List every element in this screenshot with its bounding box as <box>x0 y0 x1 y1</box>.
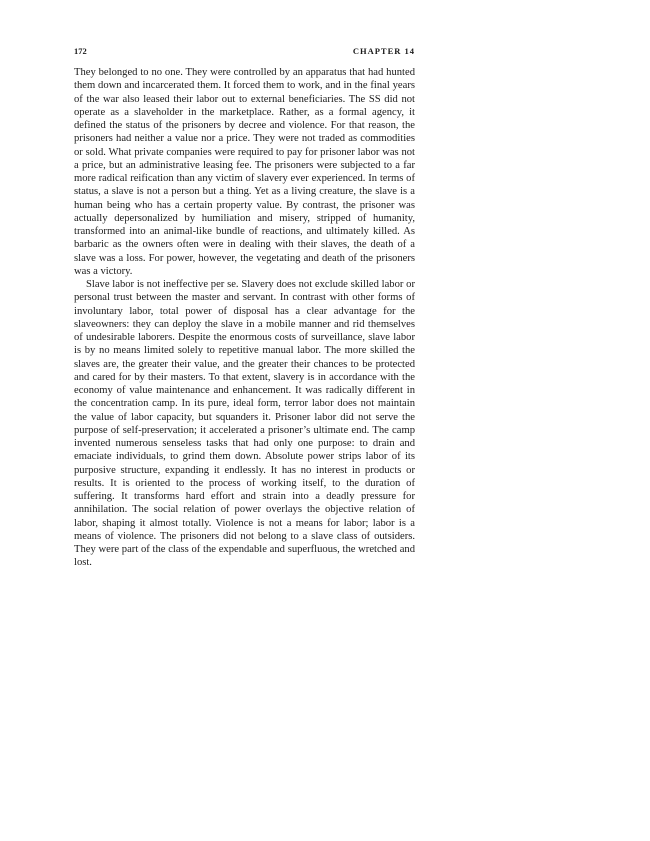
paragraph: Slave labor is not ineffective per se. Slavery does not exclude skilled labor or personal trust between the master and servant. In contrast with other forms of involuntary labor, total power of disposal has a clear advantage for the slaveowners: they can deploy the slave in a mobile manner and rid themselves of undesirable laborers. Despite the enormous costs of surveillance, slave labor is by no means limited solely to repetitive manual labor. The more skilled the slaves are, the greater their value, and the greater their chances to be protected and cared for by their masters. To that extent, slavery is in accordance with the economy of value maintenance and enhancement. It was radically different in the concentration camp. In its pure, ideal form, terror labor does not maintain the value of labor capacity, but squanders it. Prisoner labor did not serve the purpose of self-preservation; it accelerated a prisoner’s ultimate end. The camp invented numerous senseless tasks that had only one purpose: to drain and emaciate individuals, to grind them down. Absolute power strips labor of its purposive structure, expanding it endlessly. It has no interest in products or results. It is oriented to the process of working itself, to the duration of suffering. It transforms hard effort and strain into a deadly pressure for annihilation. The social relation of power overlays the objective relation of labor, shaping it almost totally. Violence is not a means for labor; labor is a means of violence. The prisoners did not belong to a slave class of outsiders. They were part of the class of the expendable and superfluous, the wretched and lost. <box>74 279 415 569</box>
paragraph: They belonged to no one. They were controlled by an apparatus that had hunted them down and incarcerated them. It forced them to work, and in the final years of the war also leased their labor out to external beneficiaries. The SS did not operate as a slaveholder in the marketplace. Rather, as a formal agency, it defined the status of the prisoners by decree and violence. For that reason, the prisoners had neither a value nor a price. They were not traded as commodities or sold. What private companies were required to pay for prisoner labor was not a price, but an administrative leasing fee. The prisoners were subjected to a far more radical reification than any victim of slavery ever experienced. In terms of status, a slave is not a person but a thing. Yet as a living creature, the slave is a human being who has a certain property value. By contrast, the prisoner was actually depersonalized by humiliation and misery, stripped of humanity, transformed into an animal-like bundle of reactions, and ultimately killed. As barbaric as the owners often were in dealing with their slaves, the death of a slave was a loss. For power, however, the vegetating and death of the prisoners was a victory. <box>74 67 415 277</box>
running-head <box>74 45 415 57</box>
body-text <box>74 66 415 570</box>
book-page <box>74 45 415 570</box>
chapter-label: CHAPTER 14 <box>352 46 415 56</box>
page-number: 172 <box>74 46 87 56</box>
